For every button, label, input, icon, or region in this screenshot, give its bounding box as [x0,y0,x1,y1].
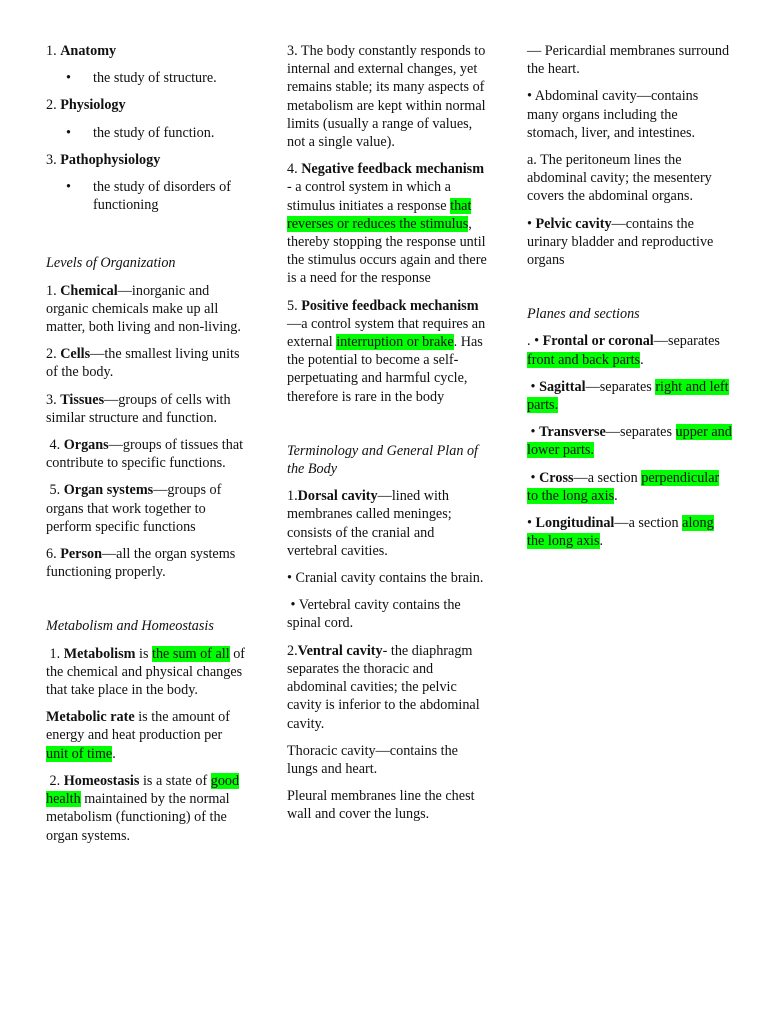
definition-text: —groups of organs that work together to perform specific functions [46,482,222,535]
definition-text: the study of disorders of functioning [93,179,231,214]
bullet-icon: • [66,124,71,141]
item-number: 4. [46,437,64,454]
item-number: 1. [46,645,64,662]
metabolism-item [46,645,246,700]
term: Physiology [60,97,126,114]
text: is the amount of energy and heat production per [46,709,230,744]
item-number: 4. [287,161,302,178]
item-number: 2. [46,346,61,363]
term: Cross [539,469,574,486]
definition-text: —contains the urinary bladder and reproductive organs [527,215,714,269]
item-number: 3. [46,391,61,408]
bullet-icon: • [527,215,536,232]
pathophysiology-definition [46,178,246,214]
definition-text: —groups of tissues that contribute to specific functions. [46,437,244,472]
highlighted-text: front and back parts [527,351,641,368]
text: —a section [614,515,683,532]
bullet-icon: • [527,469,540,486]
bullet-icon: • [66,70,71,87]
term: Cells [60,346,91,363]
anatomy-item [46,42,246,60]
frontal-plane-item [527,332,732,368]
term: Longitudinal [535,515,615,532]
text: . [614,487,618,504]
dorsal-cavity-item [287,487,487,560]
item-number: 2. [287,642,298,659]
cells-item [46,345,246,381]
body-responds-paragraph: 3. The body constantly responds to internal and external changes, yet remains stable; its many aspects of metabolism are kept within normal limits (usually a range of values, not a single value). [287,43,486,151]
term: Pathophysiology [60,151,161,168]
peritoneum-item: a. The peritoneum lines the abdominal cavity; the mesentery covers the abdominal organs. [527,152,712,205]
term: Tissues [60,391,105,408]
item-number: 5. [287,297,302,314]
text: —a control system that requires an external [287,315,486,351]
highlighted-text: interruption or brake [336,334,454,351]
ventral-cavity-item [287,642,487,733]
pericardial-item: — Pericardial membranes surround the heart. [527,43,730,78]
highlighted-text: good health [46,772,240,808]
anatomy-definition [46,69,246,87]
section-heading-levels: Levels of Organization [46,255,176,272]
homeostasis-item [46,772,246,845]
physiology-item [46,96,246,114]
bullet-icon: . • [527,333,543,350]
term: Dorsal cavity [297,488,378,505]
highlighted-text: along the long axis [527,515,714,550]
tissues-item [46,391,246,427]
item-number: 2. [46,772,64,789]
organ-systems-item [46,481,246,536]
definition-text: —groups of cells with similar structure and function. [46,391,231,426]
item-number: 3. [46,151,61,168]
term: Metabolic rate [46,709,135,726]
item-number: 6. [46,546,61,563]
term: Metabolism [63,645,136,662]
text: , thereby stopping the response until the stimulus occurs again and there is a need for the response [287,215,487,287]
section-heading-terminology: Terminology and General Plan of the Body [287,442,478,478]
text: —separates [653,333,720,350]
term: Negative feedback mechanism [301,161,485,178]
text: . Has the potential to become a self-perpetuating and harmful cycle, therefore is rare in the body [287,334,483,405]
highlighted-text: upper and lower parts. [527,424,732,459]
longitudinal-section-item [527,514,732,550]
text: —separates [605,424,676,441]
text: —separates [585,378,656,395]
pathophysiology-item [46,151,246,169]
metabolic-rate-item [46,708,246,763]
text: —a section [573,469,642,486]
item-number: 2. [46,97,61,114]
highlighted-text: right and left parts. [527,378,729,414]
text: - a control system in which a stimulus initiates a response [287,179,451,214]
term: Anatomy [60,43,117,59]
term: Chemical [60,282,118,299]
definition-text: —the smallest living units of the body. [46,346,240,381]
term: Transverse [539,424,606,441]
highlighted-text: the sum of all [152,645,230,662]
term: Homeostasis [63,772,140,789]
definition-text: - the diaphragm separates the thoracic and abdominal cavities; the pelvic cavity is inferior to the abdominal cavity. [287,642,480,732]
term: Frontal or coronal [542,333,654,350]
column-2 [287,42,487,833]
definition-text: —all the organ systems functioning properly. [46,546,236,581]
section-heading-planes: Planes and sections [527,306,640,323]
text: of the chemical and physical changes that take place in the body. [46,645,246,699]
cross-section-item [527,469,732,505]
cranial-cavity-item: • Cranial cavity contains the brain. [287,570,484,587]
text: is [135,645,153,662]
term: Sagittal [539,378,586,395]
term: Organ systems [63,482,154,499]
bullet-icon: • [527,424,540,441]
highlighted-text: perpendicular to the long axis [527,469,720,504]
text: maintained by the normal metabolism (functioning) of the organ systems. [46,791,230,844]
item-number: 5. [46,482,64,499]
thoracic-cavity-item: Thoracic cavity—contains the lungs and heart. [287,742,458,777]
highlighted-text: unit of time [46,745,113,762]
transverse-plane-item [527,423,732,459]
organs-item [46,436,246,472]
bullet-icon: • [527,378,540,395]
definition-text: —lined with membranes called meninges; consists of the cranial and vertebral cavities. [287,488,452,559]
pleural-membranes-item: Pleural membranes line the chest wall and cover the lungs. [287,788,475,823]
text: . [112,745,116,762]
term: Positive feedback mechanism [301,297,479,314]
item-number: 1. [46,43,61,59]
column-1 [46,42,246,854]
vertebral-cavity-item: • Vertebral cavity contains the spinal cord. [287,597,461,632]
highlighted-text: that reverses or reduces the stimulus [287,197,472,232]
definition-text: the study of function. [93,124,215,141]
bullet-icon: • [66,179,71,196]
abdominal-cavity-item: • Abdominal cavity—contains many organs including the stomach, liver, and intestines. [527,88,699,141]
sagittal-plane-item [527,378,732,414]
column-3 [527,42,732,559]
term: Organs [63,437,109,454]
item-number: 1. [46,282,61,299]
negative-feedback-item [287,160,487,287]
physiology-definition [46,124,246,142]
text: . [599,533,604,550]
text: is a state of [139,772,211,789]
definition-text: —inorganic and organic chemicals make up all matter, both living and non-living. [46,282,241,336]
definition-text: the study of structure. [93,70,217,87]
term: Person [60,546,102,563]
text: . [640,351,644,368]
item-number: 1. [287,488,298,505]
section-heading-metabolism: Metabolism and Homeostasis [46,618,214,635]
positive-feedback-item [287,297,487,406]
bullet-icon: • [527,515,536,532]
chemical-item [46,282,246,337]
pelvic-cavity-item [527,215,732,270]
term: Pelvic cavity [535,215,612,232]
term: Ventral cavity [297,642,383,659]
person-item [46,545,246,581]
